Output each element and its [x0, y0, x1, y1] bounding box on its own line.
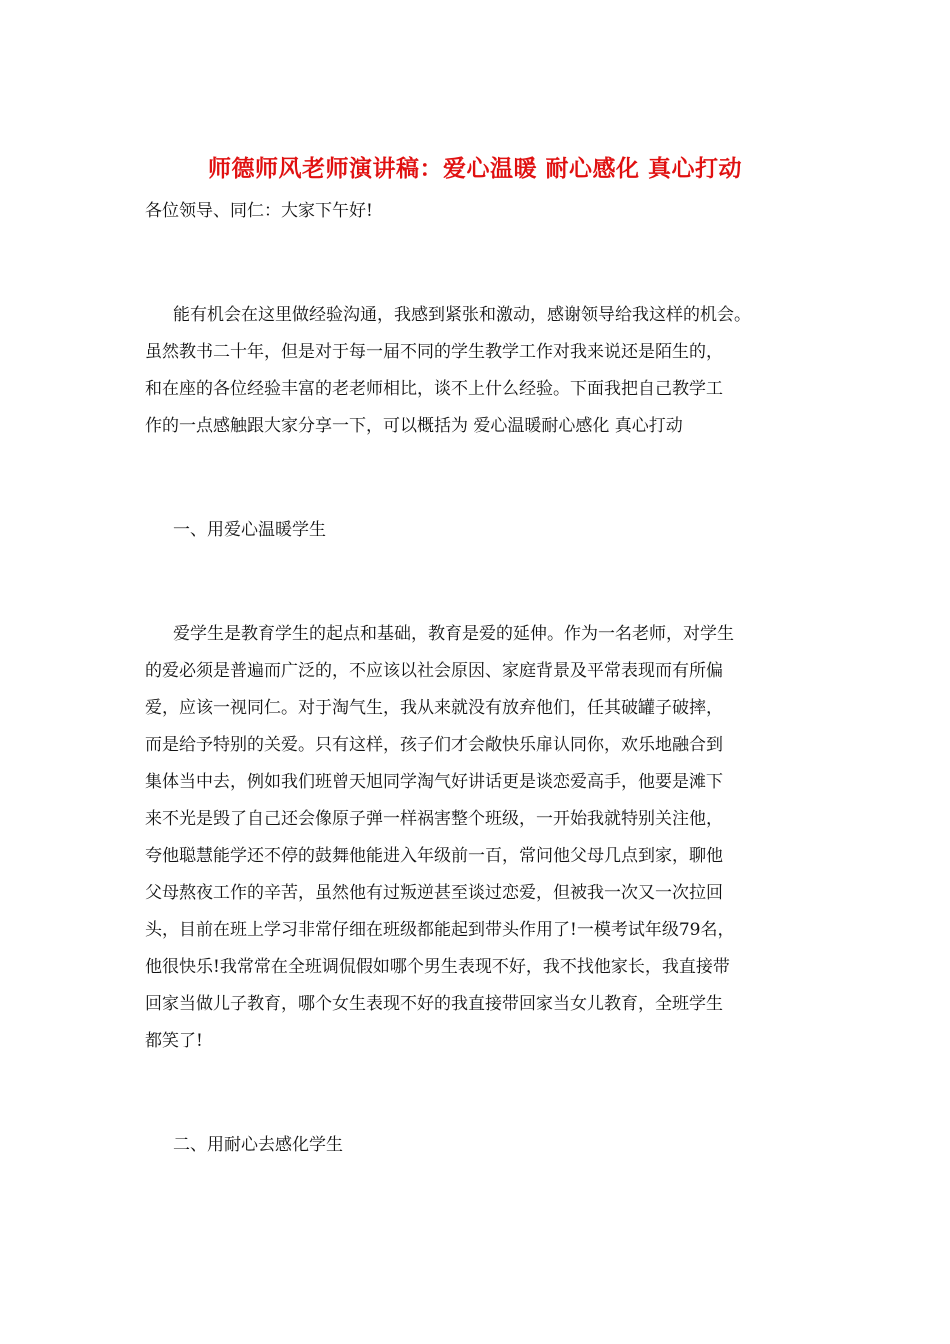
intro-line-2: 虽然教书二十年，但是对于每一届不同的学生教学工作对我来说还是陌生的， [145, 342, 723, 362]
intro-line-1: 能有机会在这里做经验沟通，我感到紧张和激动，感谢领导给我这样的机会。 [173, 305, 751, 325]
section1-line: 夸他聪慧能学还不停的鼓舞他能进入年级前一百，常问他父母几点到家，聊他 [145, 846, 723, 866]
section1-line: 回家当做儿子教育，哪个女生表现不好的我直接带回家当女儿教育，全班学生 [145, 994, 723, 1014]
section1-line: 父母熬夜工作的辛苦，虽然他有过叛逆甚至谈过恋爱，但被我一次又一次拉回 [145, 883, 723, 903]
section1-line: 的爱必须是普遍而广泛的，不应该以社会原因、家庭背景及平常表现而有所偏 [145, 661, 723, 681]
section1-heading: 一、用爱心温暖学生 [173, 520, 326, 540]
section1-line: 爱，应该一视同仁。对于淘气生，我从来就没有放弃他们，任其破罐子破摔， [145, 698, 723, 718]
greeting: 各位领导、同仁：大家下午好! [145, 201, 373, 221]
section1-line: 爱学生是教育学生的起点和基础，教育是爱的延伸。作为一名老师，对学生 [173, 624, 734, 644]
section1-line: 来不光是毁了自己还会像原子弹一样祸害整个班级，一开始我就特别关注他， [145, 809, 723, 829]
intro-line-4: 作的一点感触跟大家分享一下，可以概括为 爱心温暖耐心感化 真心打动 [145, 416, 683, 436]
page-title: 师德师风老师演讲稿：爱心温暖 耐心感化 真心打动 [207, 155, 742, 182]
section1-line: 头，目前在班上学习非常仔细在班级都能起到带头作用了!一模考试年级79名， [145, 920, 735, 940]
section1-line: 他很快乐!我常常在全班调侃假如哪个男生表现不好，我不找他家长，我直接带 [145, 957, 730, 977]
intro-line-3: 和在座的各位经验丰富的老老师相比，谈不上什么经验。下面我把自己教学工 [145, 379, 723, 399]
section1-line: 集体当中去，例如我们班曾天旭同学淘气好讲话更是谈恋爱高手，他要是滩下 [145, 772, 723, 792]
section2-heading: 二、用耐心去感化学生 [173, 1135, 343, 1155]
section1-line: 而是给予特别的关爱。只有这样，孩子们才会敞快乐扉认同你，欢乐地融合到 [145, 735, 723, 755]
section1-line: 都笑了! [145, 1031, 203, 1051]
